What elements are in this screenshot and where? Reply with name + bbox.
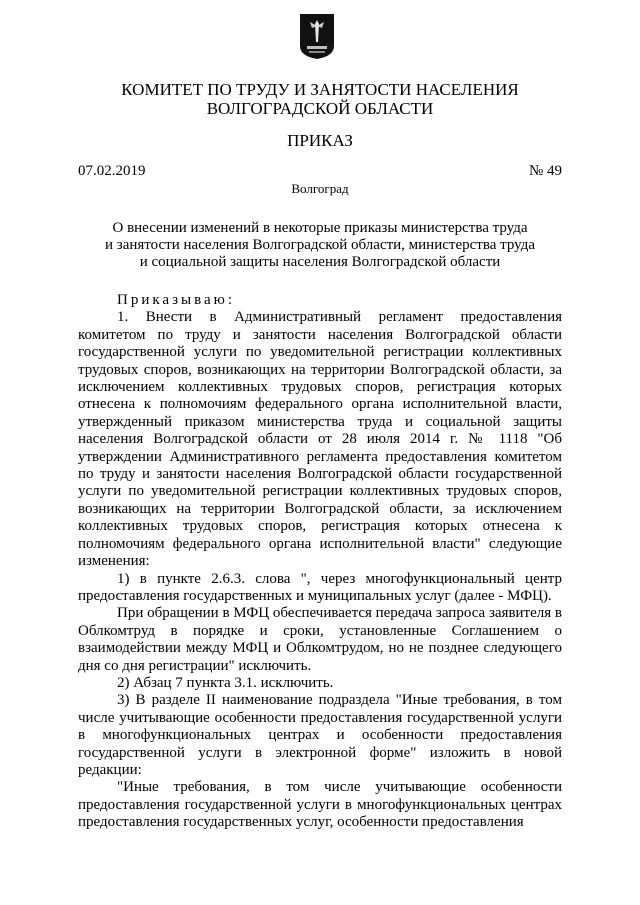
document-subject bbox=[0, 220, 640, 271]
subject-line-3: и социальной защиты населения Волгоградской области bbox=[139, 254, 501, 270]
document-type: ПРИКАЗ bbox=[287, 131, 353, 150]
subject-line-2: и занятости населения Волгоградской области, министерства труда bbox=[105, 237, 535, 253]
document-number: № 49 bbox=[528, 163, 562, 179]
coat-of-arms-emblem bbox=[298, 12, 336, 60]
header-line-2: ВОЛГОГРАДСКОЙ ОБЛАСТИ bbox=[206, 99, 434, 118]
orders-word: Приказываю: bbox=[117, 292, 235, 308]
subitem-2-paragraph: 2) Абзац 7 пункта 3.1. исключить. bbox=[117, 674, 334, 691]
document-city: Волгоград bbox=[291, 181, 349, 196]
subitem-3-paragraph: 3) В разделе II наименование подраздела "Иные требования, в том числе учитывающие особенности предоставления государственной услуги в многофункциональных центрах и особенности предоставления государственной услуги в электронной форме" изложить в новой редакции: bbox=[78, 692, 562, 778]
subject-line-1: О внесении изменений в некоторые приказы министерства труда bbox=[112, 220, 528, 236]
subitem-1-continuation: При обращении в МФЦ обеспечивается передача запроса заявителя в Облкомтруд в порядке и сроки, установленные Соглашением о взаимодействии между МФЦ и Облкомтрудом, но не позднее следующего дня со дня регистрации" исключить. bbox=[78, 605, 562, 674]
subitem-3-quote: "Иные требования, в том числе учитывающие особенности предоставления государственной услуги в многофункциональных центрах предоставления государственных услуг, особенности предоставления bbox=[78, 779, 562, 831]
header-line-1: КОМИТЕТ ПО ТРУДУ И ЗАНЯТОСТИ НАСЕЛЕНИЯ bbox=[121, 80, 519, 99]
item-1-paragraph: 1. Внести в Административный регламент предоставления комитетом по труду и занятости населения Волгоградской области государственной услуги по уведомительной регистрации коллективных трудовых споров, возникающих на территории Волгоградской области, за исключением коллективных трудовых споров, регистрация которых отнесена к полномочиям федерального органа исполнительной власти, утвержденный приказом министерства труда и социальной защиты населения Волгоградской области от 28 июля 2014 г. № 1118 "Об утверждении Административного регламента предоставления комитетом по труду и занятости населения Волгоградской области государственной услуги по уведомительной регистрации коллективных трудовых споров, возникающих на территории Волгоградской области, за исключением коллективных трудовых споров, регистрация которых отнесена к полномочиям федерального органа исполнительной власти" следующие изменения: bbox=[78, 309, 562, 570]
subitem-1-paragraph: 1) в пункте 2.6.3. слова ", через многофункциональный центр предоставления государственных и муниципальных услуг (далее - МФЦ). bbox=[78, 570, 562, 604]
document-body bbox=[78, 292, 562, 832]
document-date: 07.02.2019 bbox=[78, 163, 146, 179]
committee-header bbox=[0, 80, 640, 118]
orders-paragraph bbox=[78, 292, 562, 309]
